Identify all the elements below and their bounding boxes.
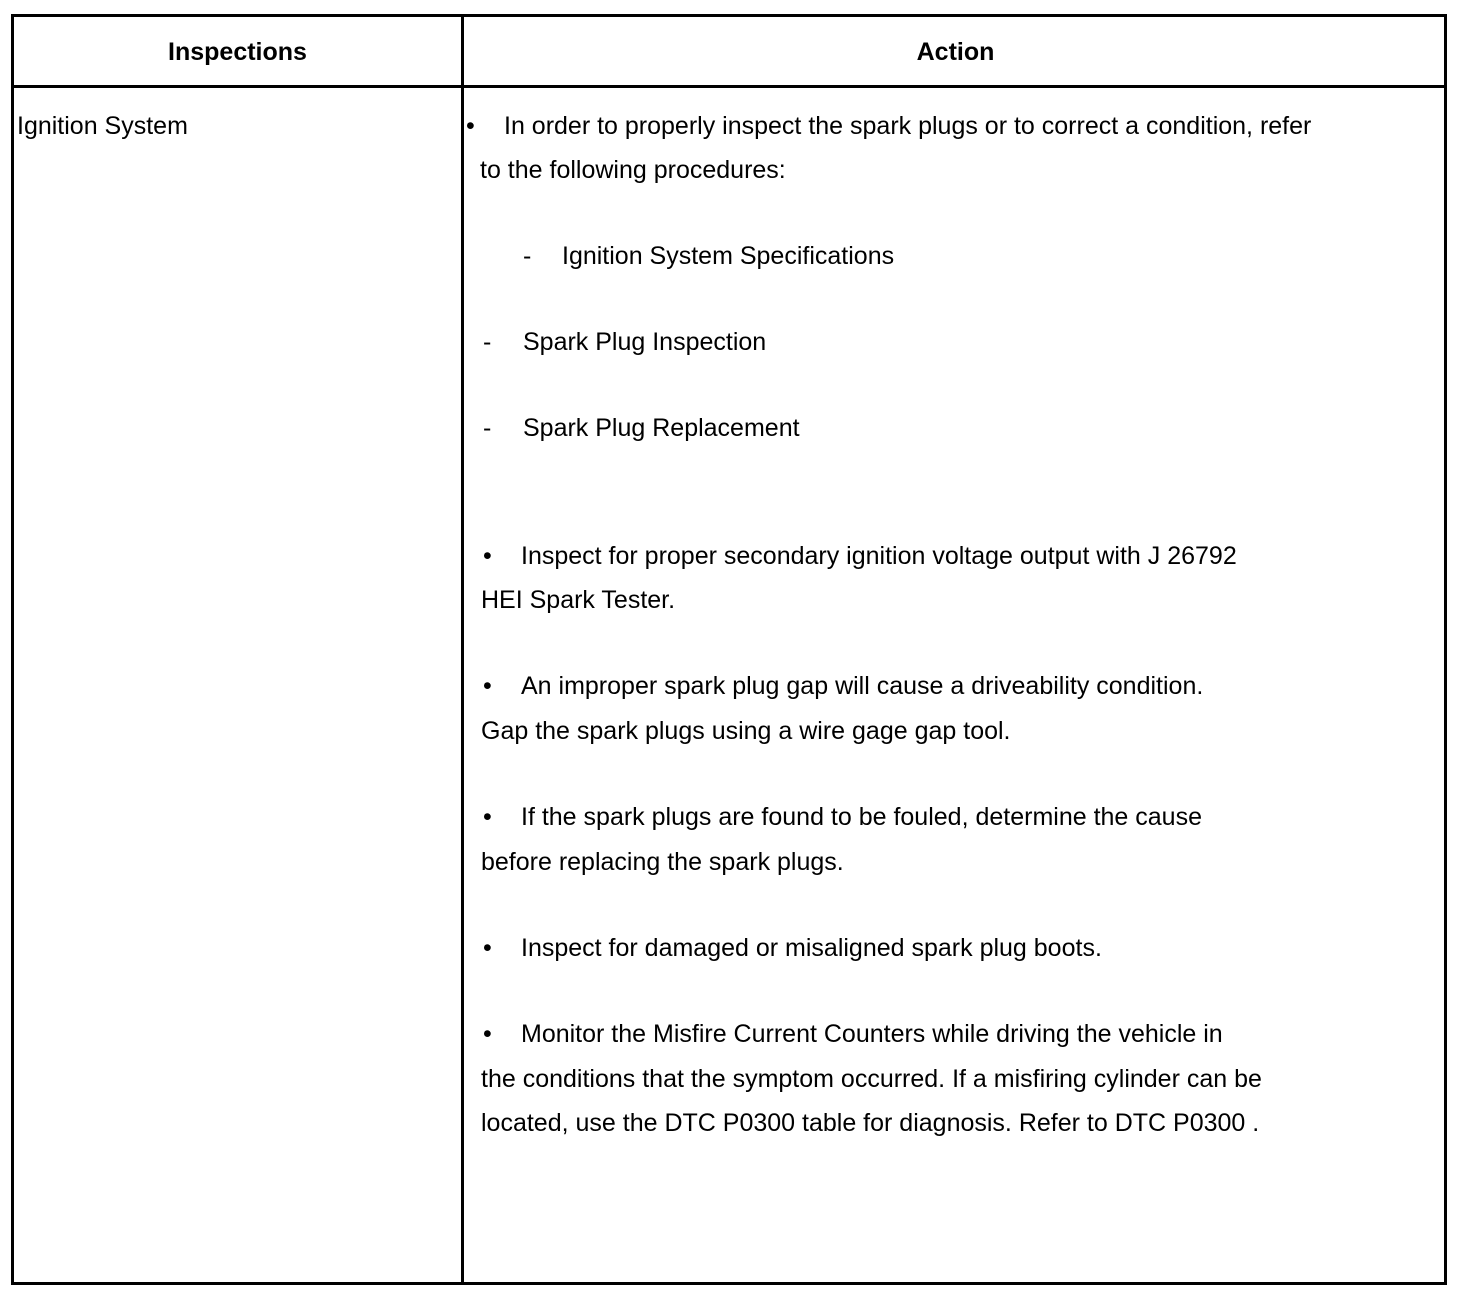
header-inspections: Inspections [168, 38, 307, 66]
procedure-link-ignition-specs[interactable]: Ignition System Specifications [562, 242, 895, 270]
inspections-table [11, 14, 1447, 1285]
action-bullet: • [483, 542, 492, 570]
action-5-line-3: located, use the DTC P0300 table for diagnosis. Refer to DTC P0300 . [481, 1109, 1260, 1137]
action-bullet: • [483, 672, 492, 700]
intro-line-1: In order to properly inspect the spark plugs or to correct a condition, refer [504, 112, 1312, 140]
header-action: Action [916, 38, 995, 66]
procedure-marker: - [483, 328, 492, 356]
action-bullet: • [483, 1020, 492, 1048]
action-3-line-2: before replacing the spark plugs. [481, 848, 844, 876]
procedure-marker: - [523, 242, 532, 270]
procedure-link-spark-plug-replacement[interactable]: Spark Plug Replacement [523, 414, 800, 442]
intro-bullet: • [466, 112, 475, 140]
column-divider [461, 17, 464, 1282]
intro-line-2: to the following procedures: [480, 156, 786, 184]
action-bullet: • [483, 934, 492, 962]
action-bullet: • [483, 803, 492, 831]
action-1-line-2: HEI Spark Tester. [481, 586, 676, 614]
action-1-line-1: Inspect for proper secondary ignition voltage output with J 26792 [521, 542, 1237, 570]
action-5-line-1: Monitor the Misfire Current Counters while driving the vehicle in [521, 1020, 1223, 1048]
header-divider [14, 85, 1444, 88]
inspection-ignition-system: Ignition System [17, 112, 188, 140]
action-2-line-2: Gap the spark plugs using a wire gage gap tool. [481, 717, 1011, 745]
procedure-link-spark-plug-inspection[interactable]: Spark Plug Inspection [523, 328, 767, 356]
procedure-marker: - [483, 414, 492, 442]
action-3-line-1: If the spark plugs are found to be fouled, determine the cause [521, 803, 1202, 831]
action-4-line-1: Inspect for damaged or misaligned spark plug boots. [521, 934, 1102, 962]
action-2-line-1: An improper spark plug gap will cause a driveability condition. [521, 672, 1204, 700]
action-5-line-2: the conditions that the symptom occurred. If a misfiring cylinder can be [481, 1065, 1262, 1093]
